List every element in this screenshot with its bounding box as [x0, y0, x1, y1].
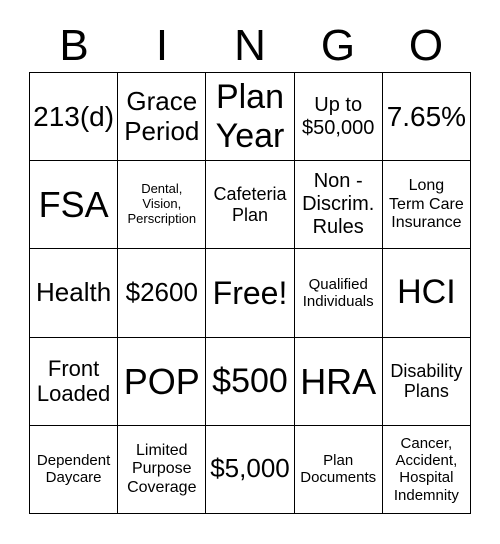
bingo-cell[interactable]: Plan Year [206, 73, 294, 161]
header-letter-n: N [234, 21, 266, 70]
bingo-cell[interactable]: Cafeteria Plan [206, 161, 294, 249]
bingo-cell[interactable]: Dependent Daycare [30, 426, 118, 514]
bingo-cell[interactable]: Long Term Care Insurance [383, 161, 471, 249]
bingo-cell[interactable]: $5,000 [206, 426, 294, 514]
bingo-cell[interactable]: Front Loaded [30, 338, 118, 426]
bingo-cell[interactable]: POP [118, 338, 206, 426]
bingo-cell[interactable]: Non - Discrim. Rules [295, 161, 383, 249]
bingo-cell[interactable]: HRA [295, 338, 383, 426]
bingo-cell[interactable]: FSA [30, 161, 118, 249]
bingo-cell[interactable]: Plan Documents [295, 426, 383, 514]
bingo-cell[interactable]: $2600 [118, 249, 206, 337]
bingo-cell[interactable]: Disability Plans [383, 338, 471, 426]
header-letter-g: G [320, 21, 356, 70]
bingo-cell[interactable]: Qualified Individuals [295, 249, 383, 337]
bingo-cell[interactable]: Up to $50,000 [295, 73, 383, 161]
bingo-cell[interactable]: Cancer, Accident, Hospital Indemnity [383, 426, 471, 514]
bingo-cell[interactable]: Dental, Vision, Perscription [118, 161, 206, 249]
header-letter-o: O [408, 21, 444, 70]
bingo-cell[interactable]: Health [30, 249, 118, 337]
bingo-cell[interactable]: 213(d) [30, 73, 118, 161]
bingo-cell[interactable]: $500 [206, 338, 294, 426]
header-letter-i: I [155, 21, 169, 70]
bingo-cell[interactable]: 7.65% [383, 73, 471, 161]
bingo-header [30, 20, 472, 72]
bingo-grid [29, 72, 471, 514]
bingo-cell[interactable]: Limited Purpose Coverage [118, 426, 206, 514]
header-letter-b: B [59, 21, 89, 70]
bingo-cell[interactable]: Free! [206, 249, 294, 337]
bingo-cell[interactable]: HCI [383, 249, 471, 337]
bingo-cell[interactable]: Grace Period [118, 73, 206, 161]
